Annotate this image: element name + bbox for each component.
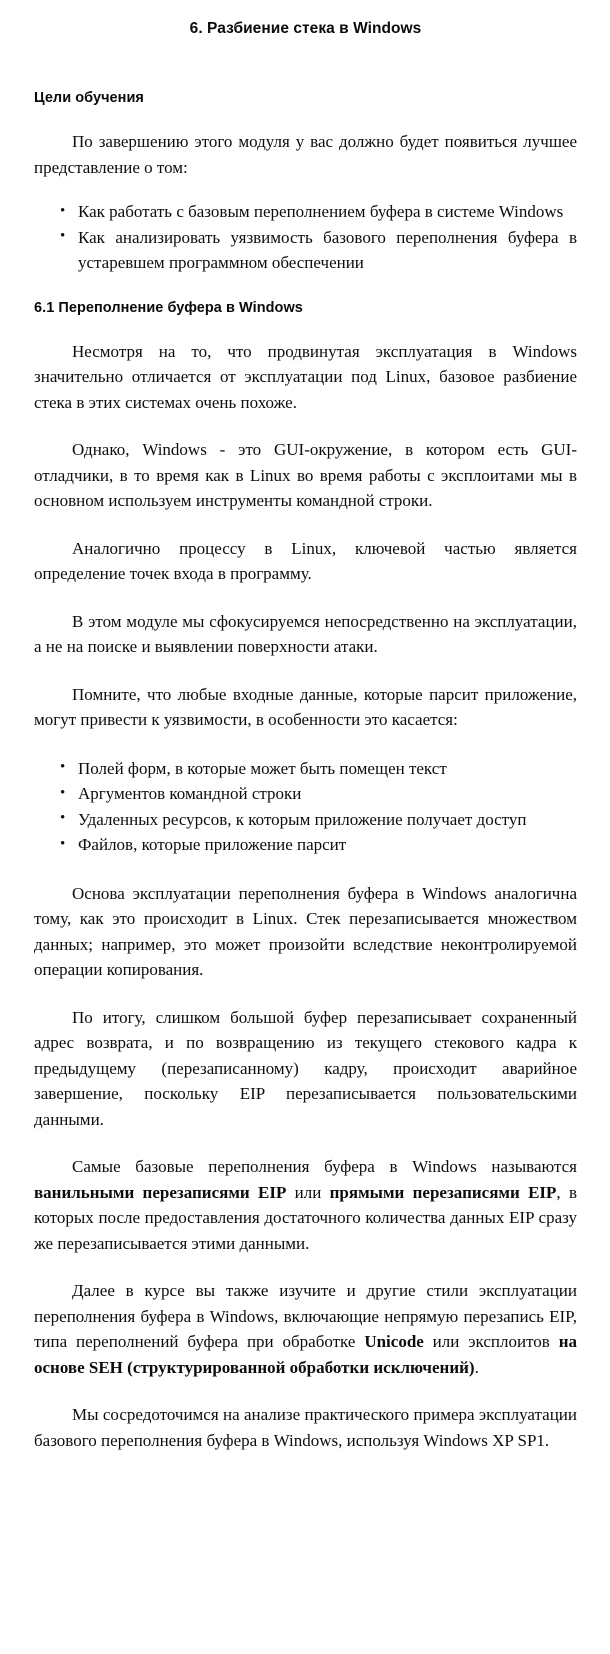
list-item — [34, 225, 577, 276]
paragraph-9-bold-unicode: Unicode — [364, 1332, 424, 1351]
paragraph-9-text-2: или эксплоитов — [423, 1332, 559, 1351]
paragraph-10: Мы сосредоточимся на анализе практического примера эксплуатации базового переполнения буфера в Windows, используя Windows XP SP1. — [34, 1405, 577, 1450]
list-item-label: • Файлов, которые приложение парсит — [78, 835, 347, 854]
paragraph-9 — [34, 1278, 577, 1380]
heading-learning-objectives: Цели обучения — [34, 90, 144, 106]
page-title: 6. Разбиение стека в Windows — [189, 20, 422, 37]
paragraph-9-text-1: Далее в курсе вы также изучите и другие стили эксплуатации переполнения буфера в Windows, включающие непрямую перезапись EIP, типа переполнений буфера при обработке — [34, 1281, 577, 1351]
paragraph-8-bold-vanilla-eip: ванильными перезаписями EIP — [34, 1182, 287, 1202]
heading-section-6-1: 6.1 Переполнение буфера в Windows — [34, 299, 303, 316]
list-item-label: • Аргументов командной строки — [78, 784, 302, 803]
list-item — [34, 756, 577, 782]
paragraph-8-bold-direct-eip: прямыми перезаписями EIP — [329, 1182, 557, 1202]
list-item — [34, 199, 577, 225]
paragraph-2: Однако, Windows - это GUI-окружение, в котором есть GUI-отладчики, в то время как в Linux во время работы с эксплоитами мы в основном используем инструменты командной строки. — [34, 440, 577, 510]
paragraph-7: По итогу, слишком большой буфер перезаписывает сохраненный адрес возврата, и по возвращению из текущего стекового кадра к предыдущему (перезаписанному) кадру, происходит аварийное завершение, поскольку EIP перезаписывается пользовательскими данными. — [34, 1007, 577, 1129]
paragraph-4: В этом модуле мы сфокусируемся непосредственно на эксплуатации, а не на поиске и выявлении поверхности атаки. — [34, 611, 577, 656]
paragraph-8-text-3: , в которых после предоставления достаточного количества данных EIP сразу же перезаписывается этими данными. — [34, 1182, 578, 1253]
list-item-label: • Как работать с базовым переполнением буфера в системе Windows — [78, 202, 564, 221]
paragraph-8 — [34, 1154, 577, 1256]
list-item-label: • Удаленных ресурсов, к которым приложение получает доступ — [78, 809, 527, 829]
paragraph-intro: По завершению этого модуля у вас должно будет появиться лучшее представление о том: — [34, 132, 577, 177]
list-item-label: • Полей форм, в которые может быть помещен текст — [78, 758, 447, 778]
list-item — [34, 781, 577, 807]
paragraph-6: Основа эксплуатации переполнения буфера в Windows аналогична тому, как это происходит в Linux. Стек перезаписывается множеством данных; например, это может произойти вследствие неконтролируемой операции копирования. — [34, 883, 577, 979]
list-item — [34, 832, 577, 858]
list-item-label: • Как анализировать уязвимость базового переполнения буфера в устаревшем программном обеспечении — [78, 227, 577, 272]
paragraph-5: Помните, что любые входные данные, которые парсит приложение, могут привести к уязвимости, в особенности это касается: — [34, 684, 577, 729]
paragraph-9-text-3: . — [474, 1357, 479, 1377]
list-item — [34, 807, 577, 833]
paragraph-3: Аналогично процессу в Linux, ключевой частью является определение точек входа в программу. — [34, 538, 577, 583]
paragraph-8-text-1: Самые базовые переполнения буфера в Windows называются — [72, 1157, 577, 1176]
list-input-sources — [34, 756, 577, 858]
paragraph-9-bold-seh: на основе SEH (структурированной обработки исключений) — [34, 1332, 577, 1377]
list-learning-objectives — [34, 199, 577, 276]
paragraph-1: Несмотря на то, что продвинутая эксплуатация в Windows значительно отличается от эксплуатации под Linux, базовое разбиение стека в этих системах очень похоже. — [34, 341, 577, 412]
paragraph-8-text-2: или — [286, 1182, 330, 1202]
